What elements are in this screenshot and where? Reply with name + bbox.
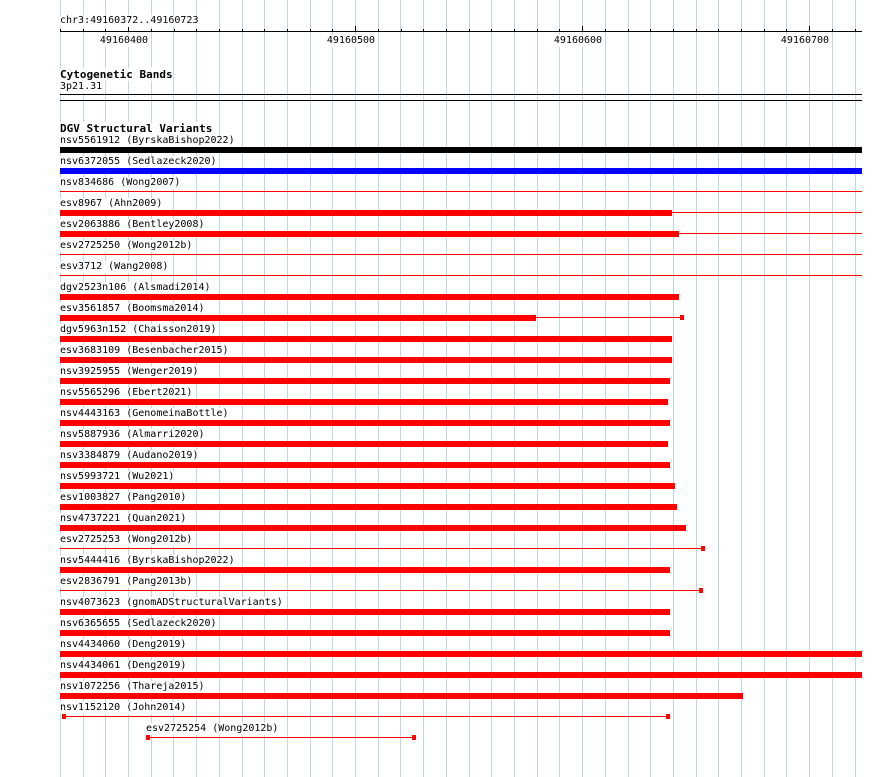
variant-endpoint[interactable] (701, 546, 705, 551)
cytoband-label: 3p21.31 (60, 81, 103, 92)
variant-bar[interactable] (60, 567, 670, 573)
variant-endpoint[interactable] (412, 735, 416, 740)
variant-line[interactable] (60, 590, 701, 591)
ruler-tick (174, 29, 175, 32)
ruler-tick (332, 29, 333, 32)
ruler-tick (514, 29, 515, 32)
ruler-tick-label: 49160400 (99, 35, 149, 46)
ruler-tick (628, 29, 629, 32)
variant-bar[interactable] (60, 147, 862, 153)
variant-bar[interactable] (60, 525, 686, 531)
variant-bar[interactable] (60, 315, 536, 321)
variant-label[interactable]: nsv3925955 (Wenger2019) (60, 366, 199, 377)
ruler-tick (423, 29, 424, 32)
cytoband-track-title: Cytogenetic Bands (60, 68, 173, 81)
variant-label[interactable]: dgv2523n106 (Alsmadi2014) (60, 282, 211, 293)
variant-label[interactable]: esv3712 (Wang2008) (60, 261, 169, 272)
variant-label[interactable]: nsv6372055 (Sedlazeck2020) (60, 156, 217, 167)
variant-bar[interactable] (60, 294, 679, 300)
variant-bar[interactable] (60, 378, 670, 384)
variant-bar[interactable] (60, 462, 670, 468)
variant-label[interactable]: nsv4073623 (gnomADStructuralVariants) (60, 597, 283, 608)
variant-endpoint[interactable] (666, 714, 670, 719)
ruler-tick (105, 29, 106, 32)
ruler-tick-label: 49160500 (326, 35, 376, 46)
variant-label[interactable]: nsv1152120 (John2014) (60, 702, 187, 713)
ruler-tick (491, 29, 492, 32)
ruler-tick (741, 29, 742, 32)
ruler-tick (401, 29, 402, 32)
variant-label[interactable]: nsv4737221 (Quan2021) (60, 513, 187, 524)
variant-endpoint[interactable] (699, 588, 703, 593)
ruler-tick (582, 26, 583, 32)
variant-endpoint[interactable] (62, 714, 66, 719)
variant-bar[interactable] (60, 336, 672, 342)
variant-label[interactable]: esv8967 (Ahn2009) (60, 198, 163, 209)
ruler-tick (537, 29, 538, 32)
variant-line[interactable] (62, 716, 668, 717)
variant-line[interactable] (60, 191, 862, 192)
variant-label[interactable]: nsv5565296 (Ebert2021) (60, 387, 193, 398)
ruler-tick (287, 29, 288, 32)
variant-bar[interactable] (60, 672, 862, 678)
variant-line[interactable] (60, 548, 703, 549)
ruler-tick (264, 29, 265, 32)
dgv-track-title: DGV Structural Variants (60, 122, 213, 135)
variant-bar[interactable] (60, 651, 862, 657)
variant-label[interactable]: nsv5561912 (ByrskaBishop2022) (60, 135, 235, 146)
variant-bar[interactable] (60, 420, 670, 426)
ruler-tick (832, 29, 833, 32)
variant-label[interactable]: esv2063886 (Bentley2008) (60, 219, 205, 230)
ruler-tick (786, 29, 787, 32)
variant-label[interactable]: nsv1072256 (Thareja2015) (60, 681, 205, 692)
cytoband-band-bottom (60, 100, 862, 101)
ruler-tick (242, 29, 243, 32)
ruler-tick (355, 26, 356, 32)
ruler-tick (809, 26, 810, 32)
ruler-tick (469, 29, 470, 32)
ruler-tick (696, 29, 697, 32)
variant-label[interactable]: nsv6365655 (Sedlazeck2020) (60, 618, 217, 629)
variant-line[interactable] (60, 254, 862, 255)
variant-label[interactable]: nsv5887936 (Almarri2020) (60, 429, 205, 440)
variant-label[interactable]: nsv4443163 (GenomeinaBottle) (60, 408, 229, 419)
cytoband-band-top (60, 94, 862, 95)
variant-bar[interactable] (60, 441, 668, 447)
variant-line[interactable] (147, 737, 414, 738)
ruler-tick (83, 29, 84, 32)
variant-label[interactable]: nsv3384879 (Audano2019) (60, 450, 199, 461)
variant-endpoint[interactable] (146, 735, 150, 740)
variant-label[interactable]: dgv5963n152 (Chaisson2019) (60, 324, 217, 335)
variant-label[interactable]: esv2725253 (Wong2012b) (60, 534, 193, 545)
position-label: chr3:49160372..49160723 (60, 15, 199, 26)
variant-bar[interactable] (60, 399, 668, 405)
variant-bar[interactable] (60, 483, 675, 489)
variant-label[interactable]: nsv4434060 (Deng2019) (60, 639, 187, 650)
ruler-tick (605, 29, 606, 32)
ruler-tick (151, 29, 152, 32)
variant-bar[interactable] (60, 693, 743, 699)
variant-bar[interactable] (60, 609, 670, 615)
ruler-tick (446, 29, 447, 32)
ruler-tick (219, 29, 220, 32)
variant-line[interactable] (60, 275, 862, 276)
ruler-tick (196, 29, 197, 32)
variant-bar[interactable] (60, 231, 679, 237)
ruler-tick (60, 29, 61, 32)
ruler-tick (310, 29, 311, 32)
variant-label[interactable]: nsv5993721 (Wu2021) (60, 471, 175, 482)
ruler-tick (855, 29, 856, 32)
ruler-tick-label: 49160700 (780, 35, 830, 46)
variant-label[interactable]: nsv4434061 (Deng2019) (60, 660, 187, 671)
variant-label[interactable]: nsv834686 (Wong2007) (60, 177, 181, 188)
ruler-tick-label: 49160600 (553, 35, 603, 46)
variant-line[interactable] (536, 317, 682, 318)
variant-bar[interactable] (60, 630, 670, 636)
variant-bar[interactable] (60, 168, 862, 174)
ruler-tick (378, 29, 379, 32)
ruler-tick (764, 29, 765, 32)
ruler-tick (559, 29, 560, 32)
variant-label[interactable]: esv1003827 (Pang2010) (60, 492, 187, 503)
variant-label[interactable]: esv2725254 (Wong2012b) (146, 723, 279, 734)
variant-bar[interactable] (60, 210, 672, 216)
variant-label[interactable]: esv3683109 (Besenbacher2015) (60, 345, 229, 356)
ruler-tick (673, 29, 674, 32)
variant-endpoint[interactable] (680, 315, 684, 320)
variant-label[interactable]: esv2836791 (Pang2013b) (60, 576, 193, 587)
variant-label[interactable]: nsv5444416 (ByrskaBishop2022) (60, 555, 235, 566)
variant-label[interactable]: esv3561857 (Boomsma2014) (60, 303, 205, 314)
variant-bar[interactable] (60, 504, 677, 510)
ruler-tick (650, 29, 651, 32)
ruler-tick (718, 29, 719, 32)
variant-label[interactable]: esv2725250 (Wong2012b) (60, 240, 193, 251)
variant-bar[interactable] (60, 357, 672, 363)
